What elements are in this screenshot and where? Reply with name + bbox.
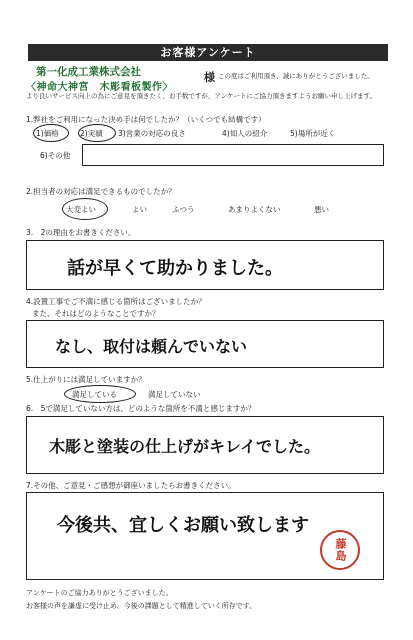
question-1: 1.弊社をご利用になった決め手は何でしたか？（いくつでも結構です） <box>26 115 266 124</box>
footer-commitment: お客様の声を謙虚に受け止め、今後の課題として精進していく所存です。 <box>26 602 257 610</box>
q2-very-good-circle-mark <box>62 198 108 220</box>
q5-option-not-satisfied[interactable]: 満足していない <box>148 390 201 399</box>
customer-honorific: 様 <box>204 71 215 84</box>
q1-option-price[interactable]: 1)価格 <box>36 129 59 138</box>
q1-price-circle-mark <box>33 124 69 142</box>
survey-title-bar: お客様アンケート <box>28 44 388 61</box>
q2-option-average[interactable]: ふつう <box>172 205 195 214</box>
q4-answer-text: なし、取付は頼んでいない <box>55 337 248 356</box>
question-3: 3. 2の理由をお書きください。 <box>26 228 136 237</box>
q2-option-not-good[interactable]: あまりよくない <box>228 205 281 214</box>
question-5: 5.仕上がりには満足していますか？ <box>26 375 146 384</box>
q1-option-location[interactable]: 5)場所が近く <box>290 129 336 138</box>
q2-option-very-good[interactable]: 大変よい <box>66 205 96 214</box>
q1-other-field[interactable] <box>82 144 384 166</box>
q3-answer-text: 話が早くて助かりました。 <box>67 258 283 279</box>
q6-answer-box[interactable] <box>26 416 384 474</box>
company-name: 第一化成工業株式会社 <box>36 66 141 78</box>
q1-option-referral[interactable]: 4)知人の紹介 <box>222 129 268 138</box>
q1-option-record[interactable]: 2)実績 <box>80 129 103 138</box>
q2-option-bad[interactable]: 悪い <box>314 205 329 214</box>
question-4: 4.設置工事でご不満に感じる箇所はございましたか？ <box>26 297 206 306</box>
q2-option-good[interactable]: よい <box>132 205 147 214</box>
q7-answer-text: 今後共、宜しくお願い致します <box>57 515 309 536</box>
intro-text: より良いサービス向上の為にご意見を頂きたく、お手数ですが、アンケートにご協力頂きますようお願い申し上げます。 <box>26 92 376 100</box>
q1-option-sales[interactable]: 3)営業の対応の良さ <box>118 129 186 138</box>
q1-option-other[interactable]: 6)その他 <box>40 151 71 160</box>
q1-record-circle-mark <box>78 124 116 142</box>
name-seal-stamp: 藤島 <box>320 530 360 570</box>
question-6: 6. 5で満足していない方は、どのような箇所を不満と感じますか？ <box>26 404 256 413</box>
q6-answer-text: 木彫と塗装の仕上げがキレイでした。 <box>49 437 321 456</box>
q5-option-satisfied[interactable]: 満足している <box>72 390 117 399</box>
thanks-text: この度はご利用頂き、誠にありがとうございました。 <box>218 72 374 80</box>
q3-answer-box[interactable] <box>26 240 384 290</box>
footer-thanks: アンケートのご協力ありがとうございました。 <box>26 589 173 597</box>
question-4-sub: また、それはどのようなことですか？ <box>32 309 160 318</box>
company-division: 〈神命大神宮 木彫看板製作〉 <box>26 82 173 93</box>
question-2: 2.担当者の対応は満足できるものでしたか？ <box>26 187 176 196</box>
q4-answer-box[interactable] <box>26 320 384 368</box>
q5-satisfied-circle-mark <box>64 385 136 403</box>
question-7: 7.その他、ご意見・ご感想が御座いましたらお書きください。 <box>26 481 236 490</box>
